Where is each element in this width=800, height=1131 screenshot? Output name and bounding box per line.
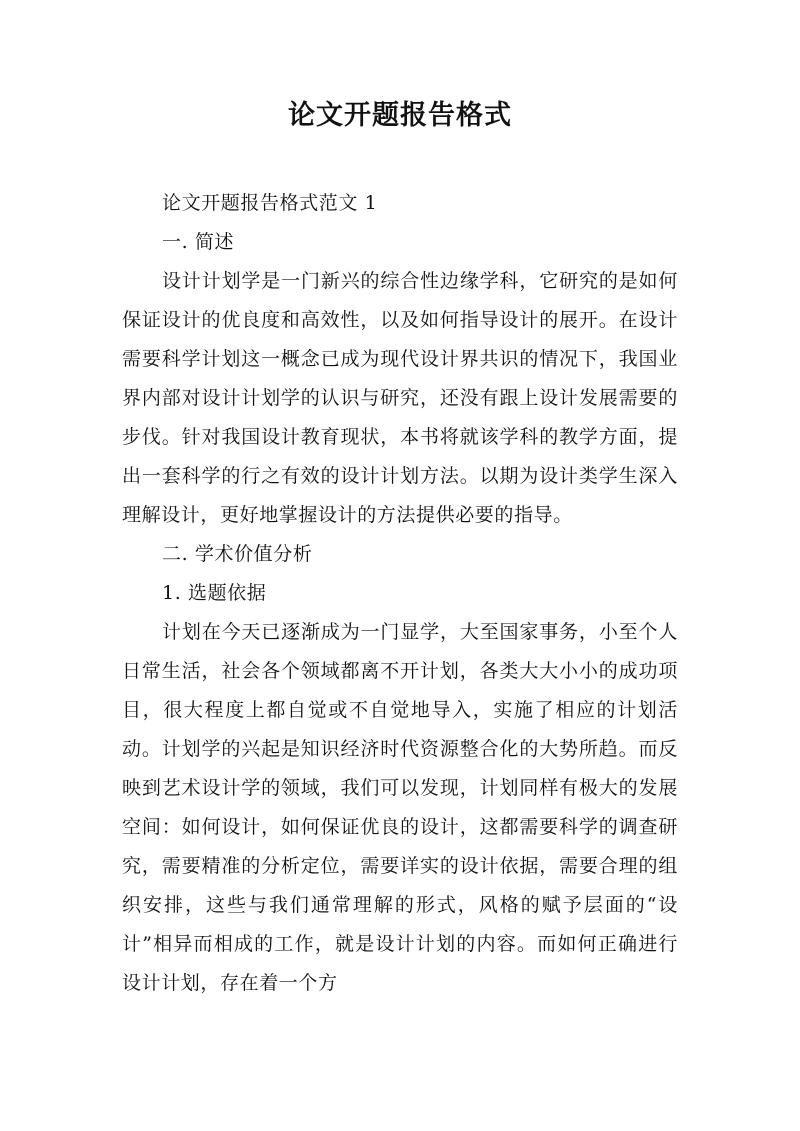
document-body xyxy=(122,184,678,1003)
paragraph-heading-overview: 一. 简述 xyxy=(162,231,235,253)
paragraph-heading-academic-value: 二. 学术价值分析 xyxy=(162,543,313,565)
paragraph-overview-body: 设计计划学是一门新兴的综合性边缘学科，它研究的是如何保证设计的优良度和高效性，以及如何指导设计的展开。在设计需要科学计划这一概念已成为现代设计界共识的情况下，我国业界内部对设计计划学的认识与研究，还没有跟上设计发展需要的步伐。针对我国设计教育现状，本书将就该学科的教学方面，提出一套科学的行之有效的设计计划方法。以期为设计类学生深入理解设计，更好地掌握设计的方法提供必要的指导。 xyxy=(122,270,678,526)
paragraph-heading-topic-basis: 1. 选题依据 xyxy=(162,582,267,604)
document-title: 论文开题报告格式 xyxy=(288,100,512,131)
paragraph-subtitle: 论文开题报告格式范文 1 xyxy=(162,192,378,214)
paragraph-topic-basis-body: 计划在今天已逐渐成为一门显学，大至国家事务，小至个人日常生活，社会各个领域都离不开计划，各类大大小小的成功项目，很大程度上都自觉或不自觉地导入，实施了相应的计划活动。计划学的兴起是知识经济时代资源整合化的大势所趋。而反映到艺术设计学的领域，我们可以发现，计划同样有极大的发展空间：如何设计，如何保证优良的设计，这都需要科学的调查研究，需要精准的分析定位，需要详实的设计依据，需要合理的组织安排，这些与我们通常理解的形式，风格的赋予层面的“设计”相异而相成的工作，就是设计计划的内容。而如何正确进行设计计划，存在着一个方 xyxy=(122,621,678,994)
